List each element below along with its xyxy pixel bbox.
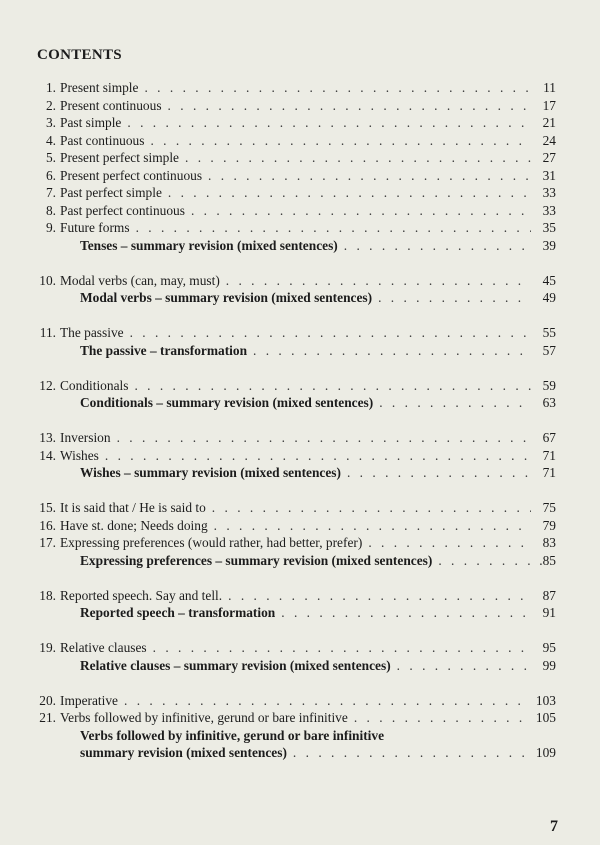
toc-entry xyxy=(36,639,556,657)
dot-leader xyxy=(344,237,531,255)
toc-entry-number: 12. xyxy=(39,377,56,393)
toc-summary-entry xyxy=(36,237,556,255)
dot-leader xyxy=(347,464,531,482)
toc-entry-page: 35 xyxy=(542,220,556,235)
toc-group xyxy=(36,324,556,359)
toc-entry-page: 49 xyxy=(542,290,556,305)
toc-entry-number: 7. xyxy=(45,185,56,200)
toc-summary-entry xyxy=(36,727,556,745)
dot-leader xyxy=(191,202,531,220)
toc-entry-number: 14. xyxy=(39,447,56,463)
toc-entry xyxy=(36,149,556,167)
toc-entry-title: Tenses – summary revision (mixed sentences) xyxy=(80,237,338,253)
toc-entry-title: Reported speech – transformation xyxy=(80,605,276,620)
toc-entry-page: 59 xyxy=(542,377,556,393)
toc-entry-page: 109 xyxy=(535,745,556,760)
toc-entry-number: 6. xyxy=(45,167,56,183)
table-of-contents xyxy=(36,79,556,779)
toc-summary-entry xyxy=(36,657,556,675)
dot-leader xyxy=(212,499,531,517)
dot-leader xyxy=(124,692,531,710)
dot-leader xyxy=(127,114,531,132)
toc-entry xyxy=(36,429,556,447)
toc-entry-title: Present simple xyxy=(60,80,139,95)
dot-leader xyxy=(185,149,531,167)
toc-entry-page: 33 xyxy=(542,185,556,200)
dot-leader xyxy=(136,219,531,237)
dot-leader xyxy=(153,639,531,657)
toc-entry-number: 9. xyxy=(45,220,56,235)
toc-entry-title: Reported speech. Say and tell. xyxy=(60,587,223,603)
toc-entry-page: 95 xyxy=(542,640,556,655)
toc-entry-title: Wishes xyxy=(60,447,99,463)
dot-leader xyxy=(105,447,531,465)
toc-entry-number: 13. xyxy=(39,430,56,445)
toc-entry-title: Present perfect simple xyxy=(60,150,179,165)
toc-entry-number: 1. xyxy=(45,80,56,95)
toc-entry-number: 4. xyxy=(45,132,56,148)
toc-entry-title: Present continuous xyxy=(60,97,162,113)
dot-leader xyxy=(144,79,531,97)
toc-entry-number: 20. xyxy=(39,692,56,708)
toc-entry-title: It is said that / He is said to xyxy=(60,500,206,515)
toc-entry-number: 10. xyxy=(39,272,56,288)
toc-entry-title: Conditionals xyxy=(60,377,129,393)
toc-entry-number: 8. xyxy=(45,202,56,218)
toc-entry-number: 15. xyxy=(39,500,56,515)
toc-entry-page: 57 xyxy=(542,342,556,358)
toc-summary-entry xyxy=(36,289,556,307)
toc-entry-title: Verbs followed by infinitive, gerund or bare infinitive xyxy=(60,710,348,725)
toc-summary-entry xyxy=(36,744,556,762)
toc-entry-title: Past perfect continuous xyxy=(60,202,185,218)
toc-entry-page: 83 xyxy=(542,535,556,550)
toc-entry-title: Relative clauses – summary revision (mixed sentences) xyxy=(80,657,391,673)
toc-entry-number: 19. xyxy=(39,640,56,655)
toc-entry-page: 105 xyxy=(535,710,556,725)
toc-entry xyxy=(36,377,556,395)
toc-group xyxy=(36,639,556,674)
toc-entry-page: 67 xyxy=(542,430,556,445)
toc-entry-page: 71 xyxy=(542,465,556,480)
toc-summary-entry xyxy=(36,604,556,622)
toc-entry xyxy=(36,184,556,202)
toc-entry xyxy=(36,517,556,535)
toc-entry-title: Imperative xyxy=(60,692,118,708)
toc-entry-page: 103 xyxy=(535,692,556,708)
dot-leader xyxy=(293,744,531,762)
toc-entry-title: Conditionals – summary revision (mixed sentences) xyxy=(80,395,374,410)
toc-entry-title: Past perfect simple xyxy=(60,185,162,200)
toc-group xyxy=(36,272,556,307)
toc-entry-page: 75 xyxy=(542,500,556,515)
dot-leader xyxy=(228,587,531,605)
toc-group xyxy=(36,377,556,412)
dot-leader xyxy=(378,289,531,307)
toc-entry xyxy=(36,709,556,727)
toc-entry-title: The passive xyxy=(60,325,124,340)
toc-entry-number: 16. xyxy=(39,517,56,533)
dot-leader xyxy=(214,517,531,535)
toc-entry-page: 31 xyxy=(542,167,556,183)
contents-heading: CONTENTS xyxy=(37,47,122,63)
toc-entry-title: Present perfect continuous xyxy=(60,167,203,183)
dot-leader xyxy=(379,394,531,412)
toc-entry-page: 45 xyxy=(542,272,556,288)
toc-summary-entry xyxy=(36,464,556,482)
toc-group xyxy=(36,499,556,569)
toc-entry-title: summary revision (mixed sentences) xyxy=(80,745,287,760)
toc-entry xyxy=(36,97,556,115)
toc-entry-page: 63 xyxy=(542,395,556,410)
dot-leader xyxy=(397,657,531,675)
toc-entry xyxy=(36,79,556,97)
toc-group xyxy=(36,692,556,762)
toc-entry-page: 11 xyxy=(543,80,556,95)
toc-entry-title: Inversion xyxy=(60,430,111,445)
toc-entry-page: 27 xyxy=(542,150,556,165)
toc-entry xyxy=(36,132,556,150)
dot-leader xyxy=(134,377,531,395)
toc-group xyxy=(36,587,556,622)
dot-leader xyxy=(168,184,531,202)
toc-entry-title: Modal verbs (can, may, must) xyxy=(60,272,220,288)
toc-entry-page: 33 xyxy=(542,202,556,218)
dot-leader xyxy=(130,324,531,342)
toc-entry xyxy=(36,219,556,237)
toc-entry-title: Expressing preferences – summary revision (mixed sentences) xyxy=(80,552,433,568)
toc-entry xyxy=(36,447,556,465)
toc-entry-number: 18. xyxy=(39,587,56,603)
toc-entry-title: Past continuous xyxy=(60,132,145,148)
toc-entry-page: 24 xyxy=(542,132,556,148)
toc-entry-title: Future forms xyxy=(60,220,130,235)
dot-leader xyxy=(253,342,531,360)
toc-entry xyxy=(36,587,556,605)
toc-entry-page: .85 xyxy=(539,552,556,568)
toc-entry-number: 11. xyxy=(39,325,56,340)
toc-group xyxy=(36,429,556,482)
toc-entry-title: Verbs followed by infinitive, gerund or bare infinitive xyxy=(80,727,385,743)
dot-leader xyxy=(438,552,531,570)
toc-entry-number: 17. xyxy=(39,535,56,550)
toc-entry-title: Expressing preferences (would rather, had better, prefer) xyxy=(60,535,363,550)
toc-entry xyxy=(36,202,556,220)
toc-entry-page: 87 xyxy=(542,587,556,603)
toc-entry xyxy=(36,167,556,185)
dot-leader xyxy=(281,604,531,622)
toc-entry-page: 71 xyxy=(542,447,556,463)
dot-leader xyxy=(354,709,531,727)
toc-entry-page: 55 xyxy=(542,325,556,340)
toc-entry-number: 21. xyxy=(39,710,56,725)
toc-entry xyxy=(36,114,556,132)
dot-leader xyxy=(226,272,531,290)
toc-entry-title: Have st. done; Needs doing xyxy=(60,517,208,533)
toc-entry-number: 3. xyxy=(45,115,56,130)
toc-entry xyxy=(36,692,556,710)
toc-entry-page: 21 xyxy=(542,115,556,130)
toc-entry-title: Modal verbs – summary revision (mixed sentences) xyxy=(80,290,373,305)
toc-entry-title: The passive – transformation xyxy=(80,342,248,358)
toc-entry-title: Wishes – summary revision (mixed sentences) xyxy=(80,465,341,480)
toc-entry-page: 91 xyxy=(542,605,556,620)
toc-entry-title: Relative clauses xyxy=(60,640,147,655)
toc-entry-page: 99 xyxy=(542,657,556,673)
dot-leader xyxy=(117,429,531,447)
dot-leader xyxy=(150,132,531,150)
toc-summary-entry xyxy=(36,342,556,360)
toc-entry xyxy=(36,499,556,517)
dot-leader xyxy=(368,534,531,552)
toc-entry xyxy=(36,534,556,552)
toc-entry-page: 39 xyxy=(542,237,556,253)
toc-entry-number: 5. xyxy=(45,150,56,165)
toc-entry xyxy=(36,272,556,290)
toc-group xyxy=(36,79,556,254)
toc-summary-entry xyxy=(36,552,556,570)
page-number: 7 xyxy=(550,818,558,835)
dot-leader xyxy=(208,167,531,185)
toc-entry-number: 2. xyxy=(45,97,56,113)
toc-summary-entry xyxy=(36,394,556,412)
toc-entry-title: Past simple xyxy=(60,115,122,130)
dot-leader xyxy=(168,97,531,115)
toc-entry xyxy=(36,324,556,342)
toc-entry-page: 17 xyxy=(542,97,556,113)
toc-entry-page: 79 xyxy=(542,517,556,533)
